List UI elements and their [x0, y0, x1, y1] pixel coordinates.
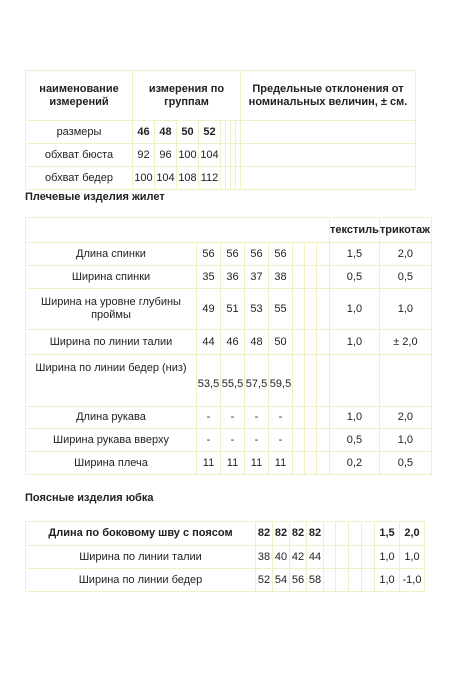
textile-deviation: 1,0 — [375, 546, 400, 569]
row-label: Длина спинки — [26, 243, 197, 266]
empty-cell — [362, 569, 375, 592]
size-value: - — [197, 407, 221, 429]
size-value: 35 — [197, 266, 221, 289]
knit-deviation: ± 2,0 — [379, 330, 431, 355]
empty-cell — [305, 407, 317, 429]
textile-deviation — [330, 355, 380, 407]
table-row — [26, 289, 432, 330]
empty-cell — [305, 429, 317, 452]
table-row — [26, 266, 432, 289]
table-row — [26, 167, 416, 190]
size-value: 82 — [307, 522, 324, 546]
header-measurement-groups: измерения по группам — [133, 71, 241, 121]
size-value: 38 — [269, 266, 293, 289]
size-value: - — [269, 429, 293, 452]
empty-cell — [305, 243, 317, 266]
size-value: 82 — [256, 522, 273, 546]
size-value: 46 — [133, 121, 155, 144]
row-label: Ширина по линии бедер — [26, 569, 256, 592]
knit-deviation: -1,0 — [400, 569, 425, 592]
size-value: 57,5 — [245, 355, 269, 407]
empty-cell — [293, 407, 305, 429]
size-value: - — [221, 407, 245, 429]
row-label: Длина по боковому шву с поясом — [26, 522, 256, 546]
textile-deviation: 1,5 — [375, 522, 400, 546]
size-value: 46 — [221, 330, 245, 355]
size-value: 104 — [199, 144, 221, 167]
size-value: 50 — [177, 121, 199, 144]
empty-cell — [293, 243, 305, 266]
empty-cell — [241, 121, 416, 144]
textile-deviation: 1,0 — [330, 330, 380, 355]
table-row — [26, 355, 432, 407]
size-value: 96 — [155, 144, 177, 167]
size-value: 56 — [245, 243, 269, 266]
size-value: 56 — [269, 243, 293, 266]
size-value: 92 — [133, 144, 155, 167]
row-label: обхват бюста — [26, 144, 133, 167]
knit-deviation: 0,5 — [379, 266, 431, 289]
size-value: 51 — [221, 289, 245, 330]
row-label: Ширина спинки — [26, 266, 197, 289]
size-value: 11 — [221, 452, 245, 475]
size-value: 52 — [256, 569, 273, 592]
sizes-table — [25, 70, 416, 190]
textile-deviation: 1,0 — [330, 289, 380, 330]
skirt-table — [25, 521, 425, 592]
empty-cell — [293, 266, 305, 289]
textile-deviation: 1,0 — [375, 569, 400, 592]
size-value: 52 — [199, 121, 221, 144]
table-row — [26, 243, 432, 266]
size-value: 37 — [245, 266, 269, 289]
knit-deviation: 2,0 — [400, 522, 425, 546]
row-label: размеры — [26, 121, 133, 144]
size-value: 11 — [197, 452, 221, 475]
size-value: 55 — [269, 289, 293, 330]
empty-cell — [305, 330, 317, 355]
textile-deviation: 1,0 — [330, 407, 380, 429]
size-value: 53,5 — [197, 355, 221, 407]
empty-cell — [349, 522, 362, 546]
size-value: 48 — [245, 330, 269, 355]
size-value: - — [269, 407, 293, 429]
size-value: 36 — [221, 266, 245, 289]
table-row — [26, 429, 432, 452]
row-label: Ширина по линии талии — [26, 546, 256, 569]
size-value: 56 — [197, 243, 221, 266]
textile-deviation: 1,5 — [330, 243, 380, 266]
size-value: 82 — [290, 522, 307, 546]
empty-cell — [241, 144, 416, 167]
table-row — [26, 407, 432, 429]
size-value: 53 — [245, 289, 269, 330]
size-value: 44 — [197, 330, 221, 355]
size-value: 100 — [133, 167, 155, 190]
size-value: 38 — [256, 546, 273, 569]
empty-cell — [317, 243, 330, 266]
table-row — [26, 546, 425, 569]
size-value: 42 — [290, 546, 307, 569]
row-label: Ширина по линии бедер (низ) — [26, 355, 197, 407]
size-value: 58 — [307, 569, 324, 592]
textile-deviation: 0,5 — [330, 266, 380, 289]
size-value: 55,5 — [221, 355, 245, 407]
empty-cell — [305, 355, 317, 407]
empty-cell — [317, 330, 330, 355]
table-row — [26, 569, 425, 592]
empty-cell — [317, 429, 330, 452]
empty-cell — [293, 429, 305, 452]
empty-cell — [305, 266, 317, 289]
row-label: обхват бедер — [26, 167, 133, 190]
size-value: - — [245, 407, 269, 429]
size-value: 48 — [155, 121, 177, 144]
size-value: 56 — [290, 569, 307, 592]
header-measurement-name: наименование измерений — [26, 71, 133, 121]
empty-cell — [317, 355, 330, 407]
empty-cell — [324, 546, 336, 569]
empty-cell — [362, 522, 375, 546]
empty-cell — [305, 289, 317, 330]
size-value: 11 — [245, 452, 269, 475]
vest-table — [25, 217, 432, 475]
row-label: Ширина по линии талии — [26, 330, 197, 355]
size-value: - — [221, 429, 245, 452]
knit-deviation: 1,0 — [379, 429, 431, 452]
empty-cell — [26, 218, 330, 243]
empty-cell — [324, 522, 336, 546]
empty-cell — [305, 452, 317, 475]
header-textile: текстиль — [330, 218, 380, 243]
knit-deviation: 2,0 — [379, 243, 431, 266]
table-row — [26, 522, 425, 546]
table-row — [26, 121, 416, 144]
size-value: 11 — [269, 452, 293, 475]
section-title-vest: Плечевые изделия жилет — [25, 191, 165, 203]
header-knit: трикотаж — [379, 218, 431, 243]
empty-cell — [317, 452, 330, 475]
empty-cell — [336, 569, 349, 592]
size-value: 59,5 — [269, 355, 293, 407]
knit-deviation: 0,5 — [379, 452, 431, 475]
knit-deviation — [379, 355, 431, 407]
size-value: - — [245, 429, 269, 452]
size-value: 49 — [197, 289, 221, 330]
size-value: - — [197, 429, 221, 452]
empty-cell — [317, 266, 330, 289]
empty-cell — [336, 522, 349, 546]
empty-cell — [362, 546, 375, 569]
size-value: 56 — [221, 243, 245, 266]
size-value: 108 — [177, 167, 199, 190]
size-value: 100 — [177, 144, 199, 167]
knit-deviation: 1,0 — [400, 546, 425, 569]
empty-cell — [293, 289, 305, 330]
empty-cell — [336, 546, 349, 569]
empty-cell — [317, 407, 330, 429]
size-value: 54 — [273, 569, 290, 592]
header-deviations: Предельные отклонения от номинальных величин, ± см. — [241, 71, 416, 121]
empty-cell — [293, 355, 305, 407]
empty-cell — [349, 569, 362, 592]
row-label: Ширина плеча — [26, 452, 197, 475]
size-value: 40 — [273, 546, 290, 569]
empty-cell — [349, 546, 362, 569]
empty-cell — [293, 452, 305, 475]
table-row — [26, 452, 432, 475]
textile-deviation: 0,5 — [330, 429, 380, 452]
empty-cell — [317, 289, 330, 330]
knit-deviation: 1,0 — [379, 289, 431, 330]
size-value: 112 — [199, 167, 221, 190]
table-row — [26, 144, 416, 167]
table-row — [26, 330, 432, 355]
size-value: 82 — [273, 522, 290, 546]
size-value: 44 — [307, 546, 324, 569]
empty-cell — [241, 167, 416, 190]
empty-cell — [293, 330, 305, 355]
textile-deviation: 0,2 — [330, 452, 380, 475]
row-label: Ширина рукава вверху — [26, 429, 197, 452]
size-value: 104 — [155, 167, 177, 190]
empty-cell — [324, 569, 336, 592]
row-label: Длина рукава — [26, 407, 197, 429]
size-value: 50 — [269, 330, 293, 355]
knit-deviation: 2,0 — [379, 407, 431, 429]
row-label: Ширина на уровне глубины проймы — [26, 289, 197, 330]
section-title-skirt: Поясные изделия юбка — [25, 492, 154, 504]
